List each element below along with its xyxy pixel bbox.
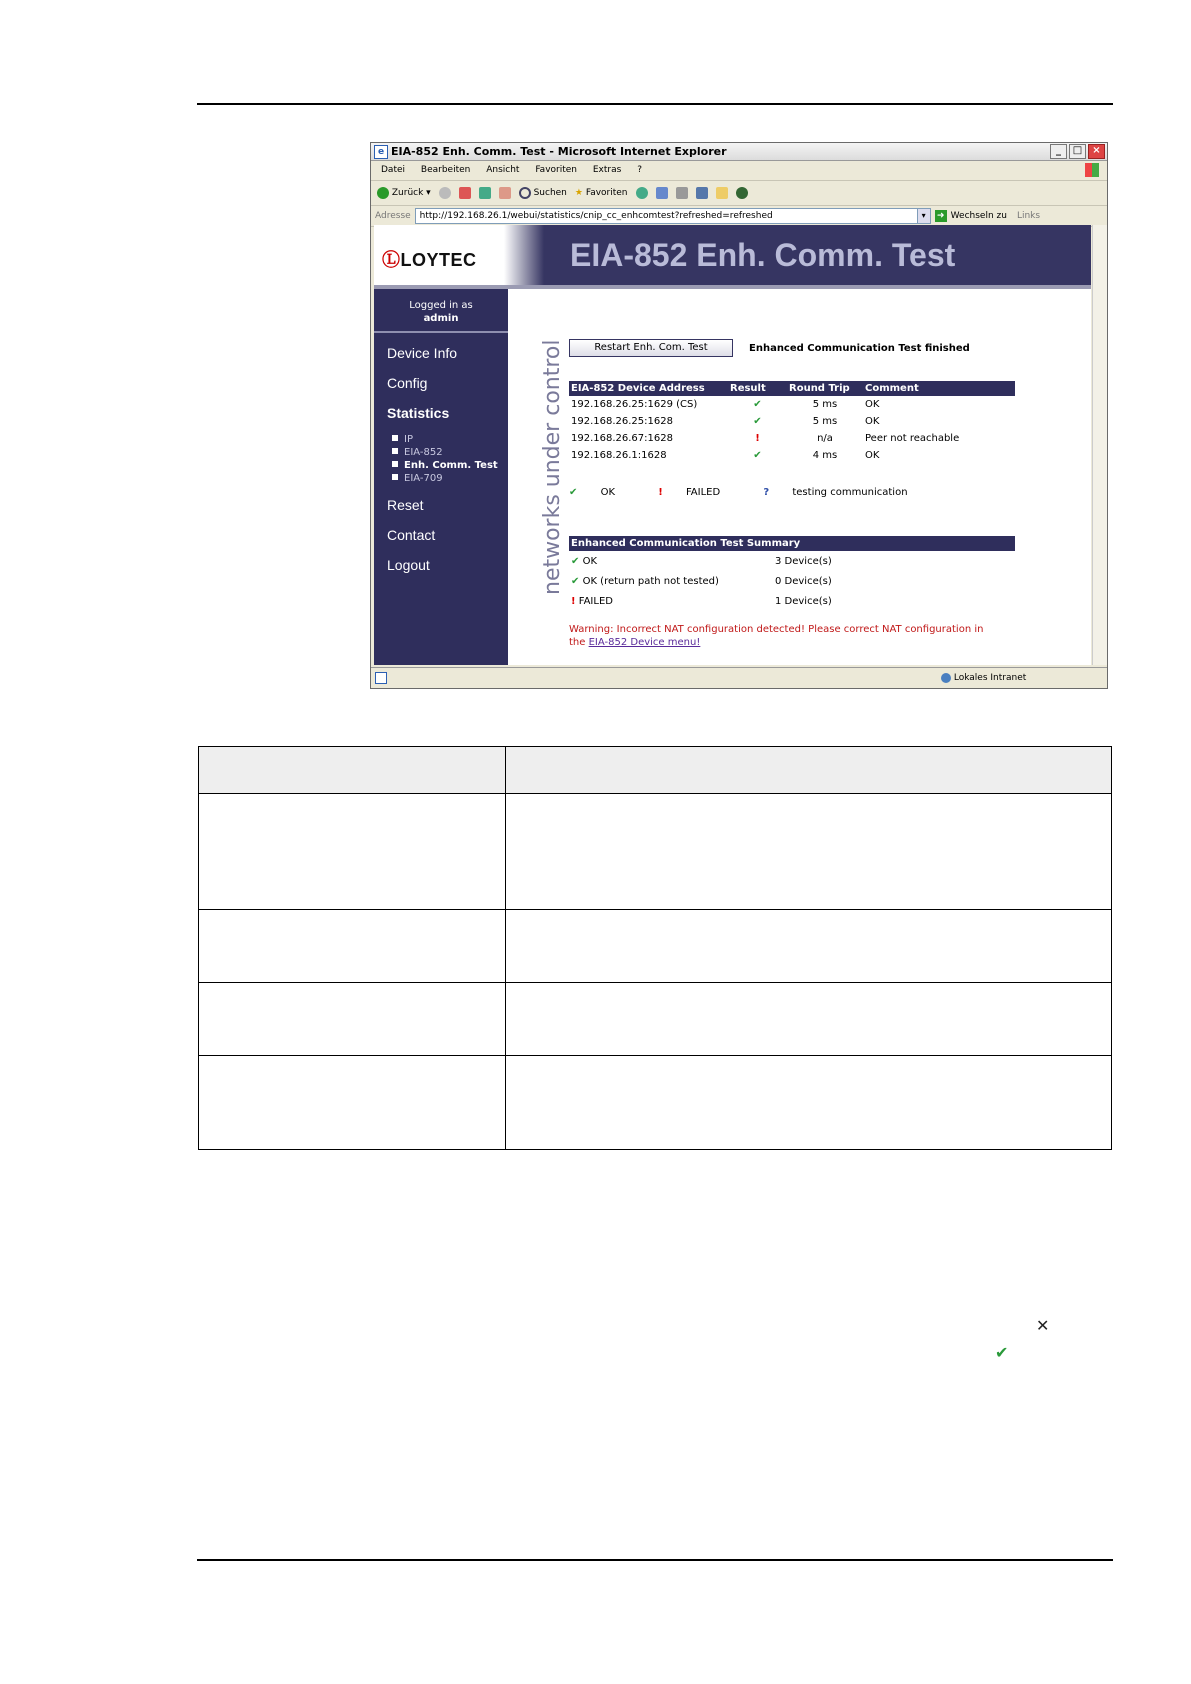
table-cell (199, 794, 506, 910)
device-address: 192.168.26.25:1629 (CS) (571, 399, 698, 410)
table-cell (199, 1056, 506, 1150)
address-label: Adresse (375, 211, 411, 221)
back-button[interactable]: Zurück ▾ (377, 181, 431, 205)
search-button[interactable] (519, 181, 567, 205)
summary-title: Enhanced Communication Test Summary (569, 536, 1015, 551)
back-label: Zurück (391, 188, 424, 198)
exclamation-icon: ! (571, 595, 576, 607)
document-table (198, 746, 1112, 1150)
table-row (199, 983, 1112, 1056)
check-icon: ✔ (753, 450, 762, 461)
page-icon (375, 672, 387, 684)
table-row (199, 1056, 1112, 1150)
subnav-ip[interactable]: IP (392, 433, 498, 446)
forward-arrow-icon[interactable] (439, 187, 451, 199)
loytec-logo (382, 246, 477, 272)
comment: OK (865, 450, 880, 461)
nav-logout[interactable]: Logout (387, 557, 430, 573)
restart-test-button[interactable]: Restart Enh. Com. Test (569, 339, 733, 357)
chevron-down-icon[interactable]: ▾ (917, 209, 930, 223)
history-icon[interactable] (636, 187, 648, 199)
favorites-label: Favoriten (585, 188, 628, 198)
toolbar (371, 181, 1107, 206)
table-cell (506, 983, 1112, 1056)
comment: OK (865, 416, 880, 427)
statistics-subnav (392, 433, 498, 485)
discuss-icon[interactable] (716, 187, 728, 199)
summary-value: 3 Device(s) (775, 555, 832, 567)
legend-failed: FAILED (685, 487, 721, 498)
nav-device-info[interactable]: Device Info (387, 345, 458, 361)
footer-rule (197, 1559, 1113, 1561)
table-cell (199, 747, 506, 794)
logo-text: LOYTEC (400, 250, 477, 270)
check-icon: ✔ (995, 1343, 1009, 1362)
close-button[interactable]: × (1088, 144, 1105, 159)
nav-config[interactable]: Config (387, 375, 428, 391)
warning-text: Warning: Incorrect NAT configuration detected! Please correct NAT configuration in the (569, 624, 984, 648)
table-cell (199, 983, 506, 1056)
table-row (569, 430, 1015, 447)
summary-value: 0 Device(s) (775, 575, 832, 587)
address-bar (371, 206, 1107, 227)
window-title: EIA-852 Enh. Comm. Test - Microsoft Internet Explorer (391, 145, 727, 158)
back-arrow-icon (377, 187, 389, 199)
zone-label: Lokales Intranet (953, 673, 1027, 683)
round-trip: 5 ms (812, 416, 838, 427)
exclamation-icon: ! (755, 433, 760, 444)
address-url: http://192.168.26.1/webui/statistics/cnip_cc_enhcomtest?refreshed=refreshed (419, 211, 773, 221)
check-icon: ✔ (571, 555, 580, 567)
slogan-text: networks under control (540, 339, 565, 595)
web-page (374, 225, 1091, 665)
messenger-icon[interactable] (736, 187, 748, 199)
summary-label: OK (return path not tested) (582, 575, 719, 587)
table-row (569, 396, 1015, 413)
stop-icon[interactable] (459, 187, 471, 199)
print-icon[interactable] (676, 187, 688, 199)
summary-row (569, 591, 1015, 611)
page-header (374, 225, 1091, 285)
refresh-icon[interactable] (479, 187, 491, 199)
logo-mark-icon: Ⓛ (382, 250, 401, 270)
summary-row (569, 551, 1015, 571)
question-icon: ? (763, 487, 770, 498)
summary-table (569, 536, 1015, 611)
favorites-button[interactable] (575, 181, 628, 205)
round-trip: n/a (817, 433, 833, 444)
device-table (569, 381, 1015, 464)
page-title: EIA-852 Enh. Comm. Test (570, 237, 956, 273)
col-address: EIA-852 Device Address (569, 381, 728, 396)
device-address: 192.168.26.25:1628 (571, 416, 673, 427)
eia-852-device-menu-link[interactable]: EIA-852 Device menu! (588, 637, 701, 648)
status-bar (371, 667, 1107, 688)
table-cell (506, 747, 1112, 794)
col-result: Result (728, 381, 787, 396)
logged-in-label: Logged in as (409, 300, 473, 311)
nav-statistics[interactable]: Statistics (387, 405, 450, 421)
address-input[interactable] (415, 208, 931, 224)
check-icon: ✔ (569, 487, 578, 498)
table-row (569, 413, 1015, 430)
username: admin (423, 313, 459, 324)
star-icon: ★ (574, 188, 583, 198)
summary-label: OK (582, 555, 598, 567)
menu-bar (371, 161, 1107, 181)
menu-bearbeiten[interactable]: Bearbeiten (420, 165, 471, 175)
links-label[interactable]: Links (1016, 211, 1041, 221)
search-icon (519, 187, 531, 199)
minimize-button[interactable]: _ (1050, 144, 1067, 159)
go-button[interactable]: Wechseln zu (950, 211, 1007, 221)
result-legend (569, 487, 948, 498)
cross-icon: ✕ (1036, 1316, 1050, 1335)
device-address: 192.168.26.1:1628 (571, 450, 667, 461)
table-header-row (199, 747, 1112, 794)
table-row (199, 794, 1112, 910)
main-content (569, 289, 1059, 665)
nav-reset[interactable]: Reset (387, 497, 424, 513)
legend-testing: testing communication (792, 487, 908, 498)
table-cell (506, 910, 1112, 983)
go-arrow-icon[interactable]: ➜ (935, 210, 947, 222)
subnav-eia-852[interactable]: EIA-852 (392, 446, 498, 459)
nat-warning (569, 623, 999, 649)
window-titlebar (371, 143, 1107, 161)
intranet-icon (941, 673, 951, 683)
round-trip: 4 ms (812, 450, 838, 461)
slogan (508, 289, 565, 665)
comment: Peer not reachable (865, 433, 960, 444)
menu-help[interactable]: ? (637, 165, 642, 175)
subnav-enh-comm-test[interactable]: Enh. Comm. Test (392, 459, 498, 472)
check-icon: ✔ (571, 575, 580, 587)
nav-contact[interactable]: Contact (387, 527, 436, 543)
menu-ansicht[interactable]: Ansicht (486, 165, 520, 175)
device-address: 192.168.26.67:1628 (571, 433, 673, 444)
vertical-scrollbar[interactable] (1092, 225, 1107, 665)
menu-extras[interactable]: Extras (592, 165, 622, 175)
edit-icon[interactable] (696, 187, 708, 199)
col-comment: Comment (863, 381, 1015, 396)
round-trip: 5 ms (812, 399, 838, 410)
status-message: Enhanced Communication Test finished (749, 343, 970, 354)
summary-row (569, 571, 1015, 591)
home-icon[interactable] (499, 187, 511, 199)
legend-ok: OK (600, 487, 616, 498)
ie-window (370, 142, 1108, 689)
summary-label: FAILED (578, 595, 613, 607)
ie-icon: e (374, 145, 388, 159)
subnav-eia-709[interactable]: EIA-709 (392, 472, 498, 485)
table-cell (199, 910, 506, 983)
check-icon: ✔ (753, 399, 762, 410)
windows-logo-icon (1085, 163, 1099, 177)
summary-value: 1 Device(s) (775, 595, 832, 607)
comment: OK (865, 399, 880, 410)
col-round-trip: Round Trip (787, 381, 863, 396)
table-cell (506, 1056, 1112, 1150)
table-row (199, 910, 1112, 983)
search-label: Suchen (533, 188, 567, 198)
header-rule (197, 103, 1113, 105)
maximize-button[interactable]: □ (1069, 144, 1086, 159)
check-icon: ✔ (753, 416, 762, 427)
exclamation-icon: ! (658, 487, 663, 498)
menu-datei[interactable]: Datei (381, 165, 406, 175)
menu-favoriten[interactable]: Favoriten (535, 165, 577, 175)
table-cell (506, 794, 1112, 910)
sidebar (374, 289, 508, 665)
logged-in-info (374, 289, 508, 331)
mail-icon[interactable] (656, 187, 668, 199)
table-row (569, 447, 1015, 464)
